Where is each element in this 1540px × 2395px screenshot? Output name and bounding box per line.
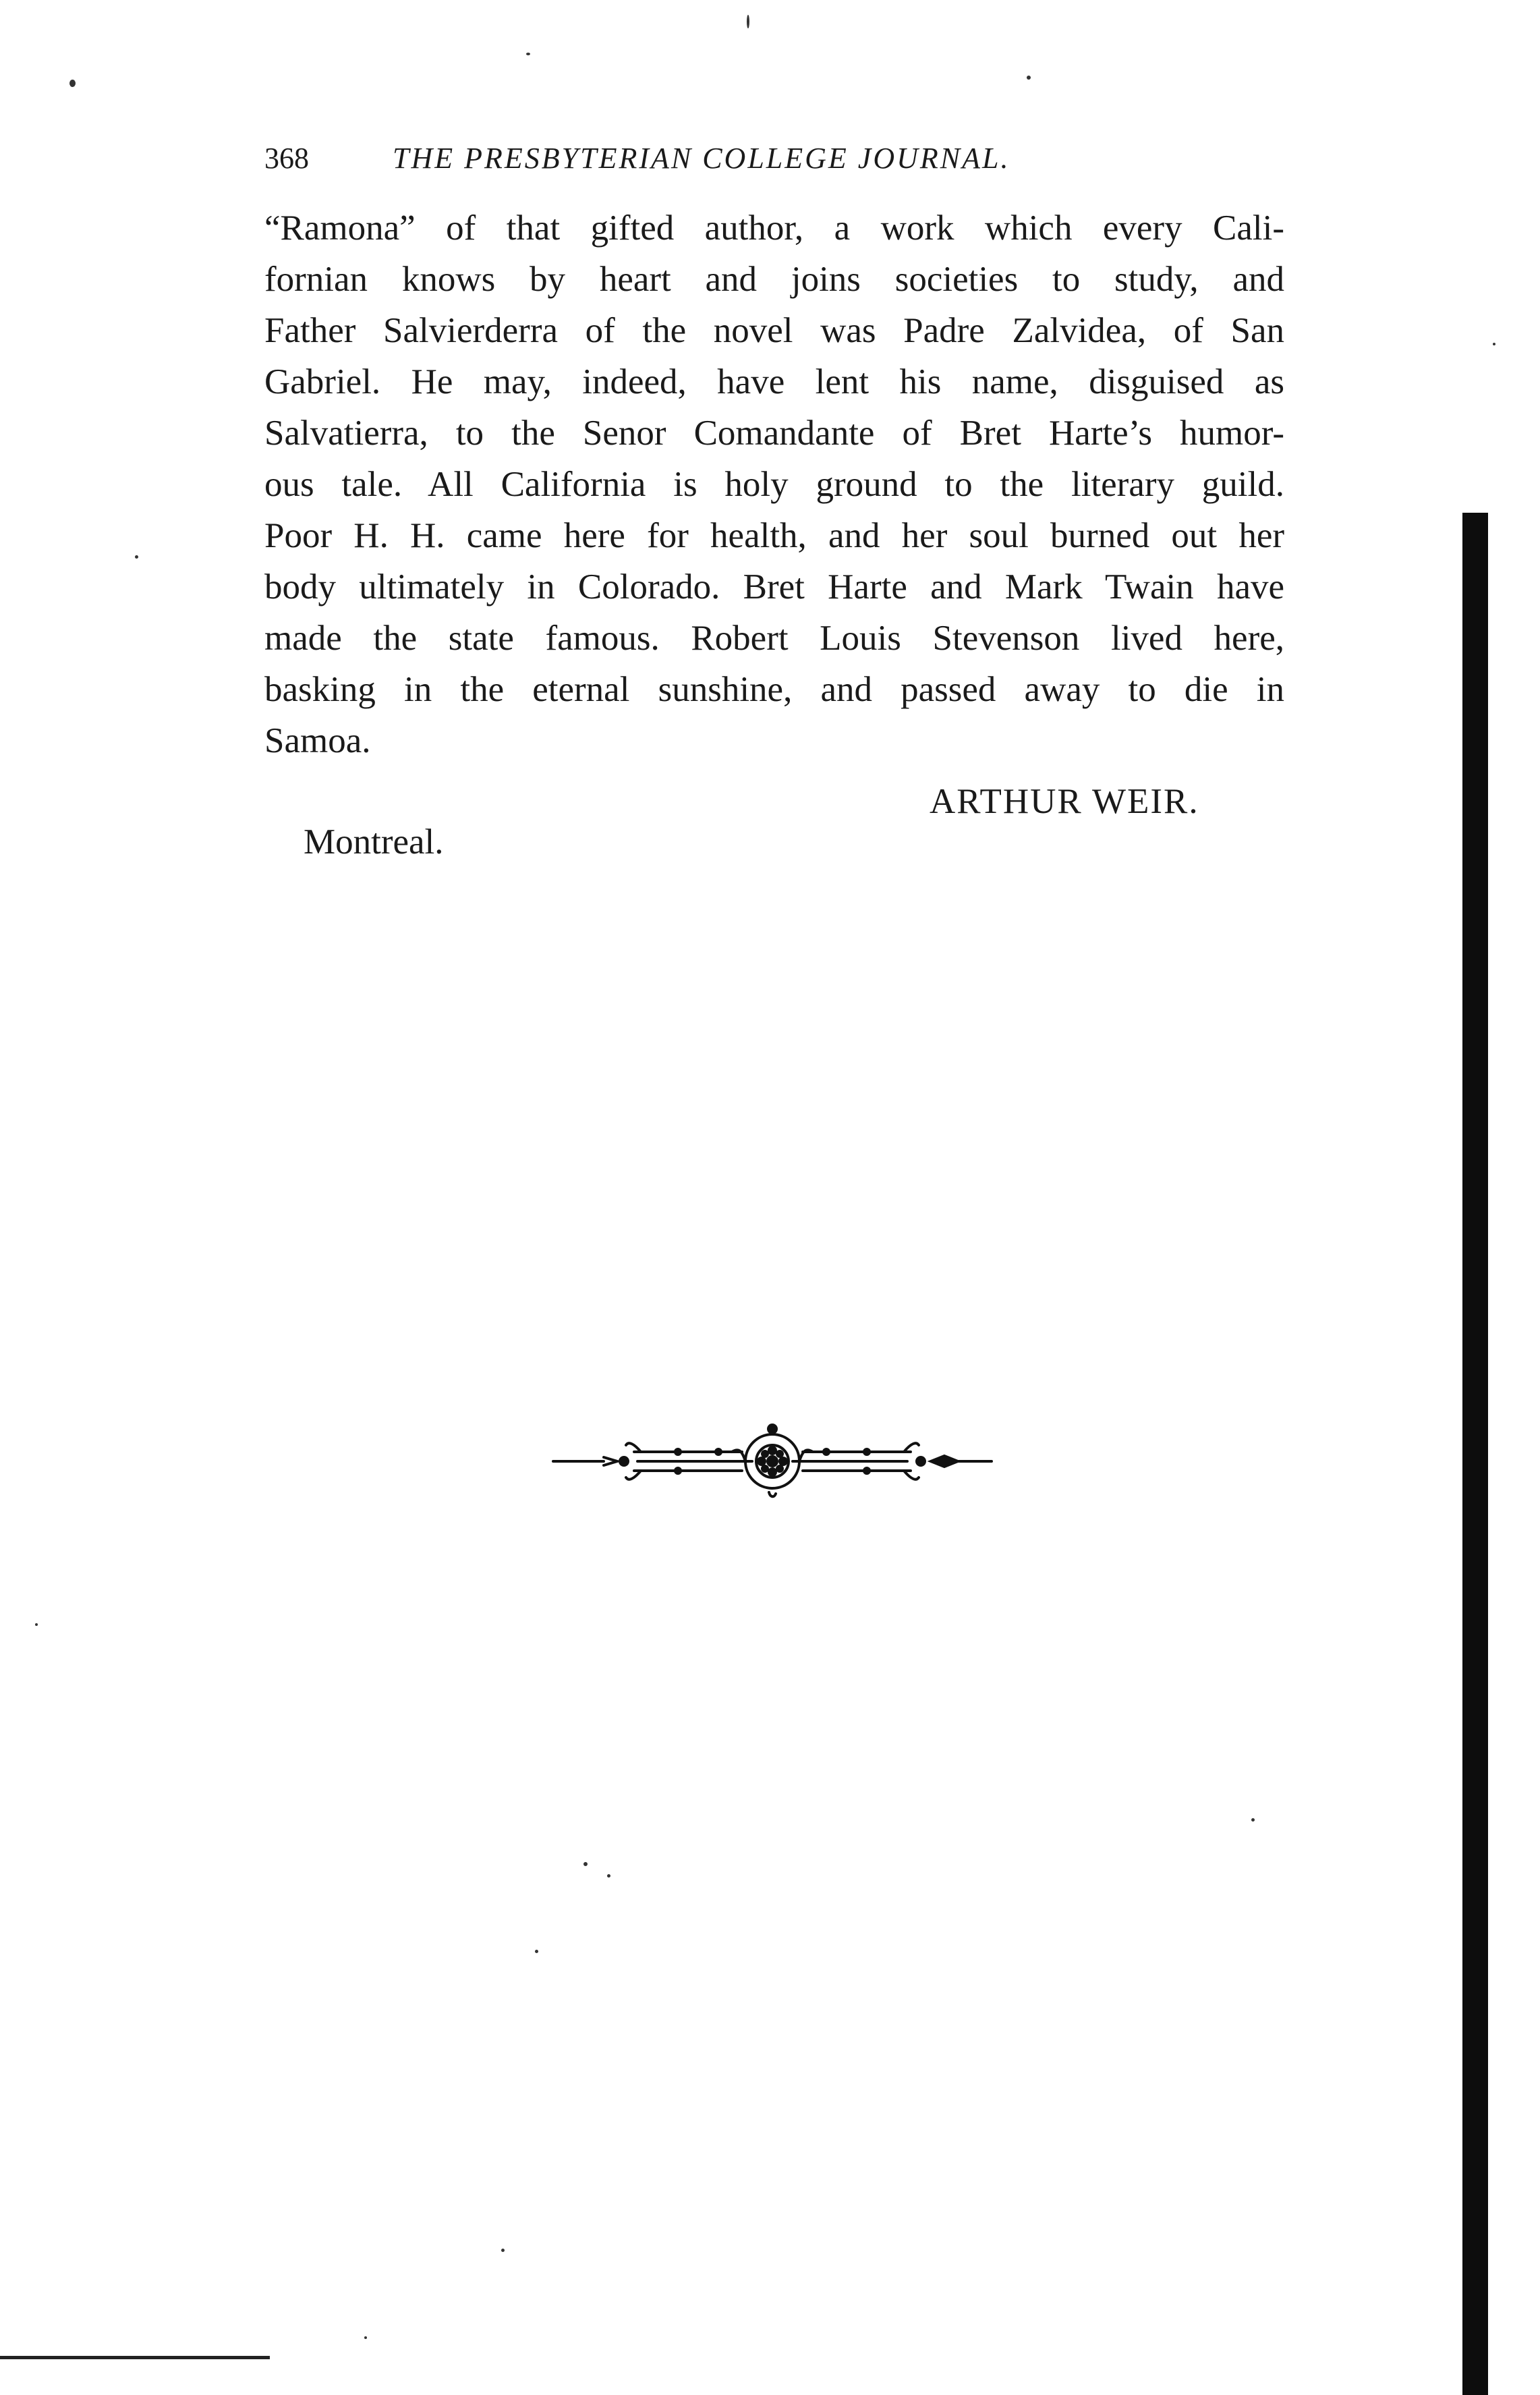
scan-speck [1493,343,1495,345]
scan-speck [364,2336,367,2339]
scan-speck [535,1950,538,1953]
text-line: body ultimately in Colorado. Bret Harte and Mark Twain have [264,567,1284,607]
scan-speck [1251,1818,1255,1822]
text-line: Poor H. H. came here for health, and her soul burned out her [264,516,1284,555]
scan-speck [1027,76,1031,80]
scan-bottom-rule [0,2356,270,2359]
scan-speck [526,53,530,55]
page-number: 368 [264,142,309,175]
scan-speck [583,1862,588,1866]
text-line: Samoa. [264,721,371,760]
scan-speck [501,2249,505,2252]
scan-speck [607,1874,610,1878]
scan-speck [747,15,749,28]
text-line: Salvatierra, to the Senor Comandante of Bret Harte’s humor- [264,414,1284,453]
scan-speck [35,1623,38,1626]
text-line: ous tale. All California is holy ground to the literary guild. [264,465,1284,504]
scan-speck [69,80,76,87]
scan-edge-shadow [1462,513,1488,2395]
journal-title: THE PRESBYTERIAN COLLEGE JOURNAL. [393,142,1010,175]
scan-speck [135,555,138,559]
text-line: made the state famous. Robert Louis Stevenson lived here, [264,619,1284,658]
article-paragraph [264,202,1284,766]
running-head [264,138,1276,179]
dateline-place: Montreal. [304,822,444,862]
text-line: fornian knows by heart and joins societies to study, and [264,260,1284,299]
text-line: Father Salvierderra of the novel was Padre Zalvidea, of San [264,311,1284,350]
text-line: basking in the eternal sunshine, and passed away to die in [264,670,1284,709]
text-line: Gabriel. He may, indeed, have lent his name, disguised as [264,362,1284,401]
author-signature: ARTHUR WEIR. [930,782,1199,821]
decorative-flourish-icon [540,1403,1005,1511]
text-line: “Ramona” of that gifted author, a work which every Cali- [264,208,1284,248]
